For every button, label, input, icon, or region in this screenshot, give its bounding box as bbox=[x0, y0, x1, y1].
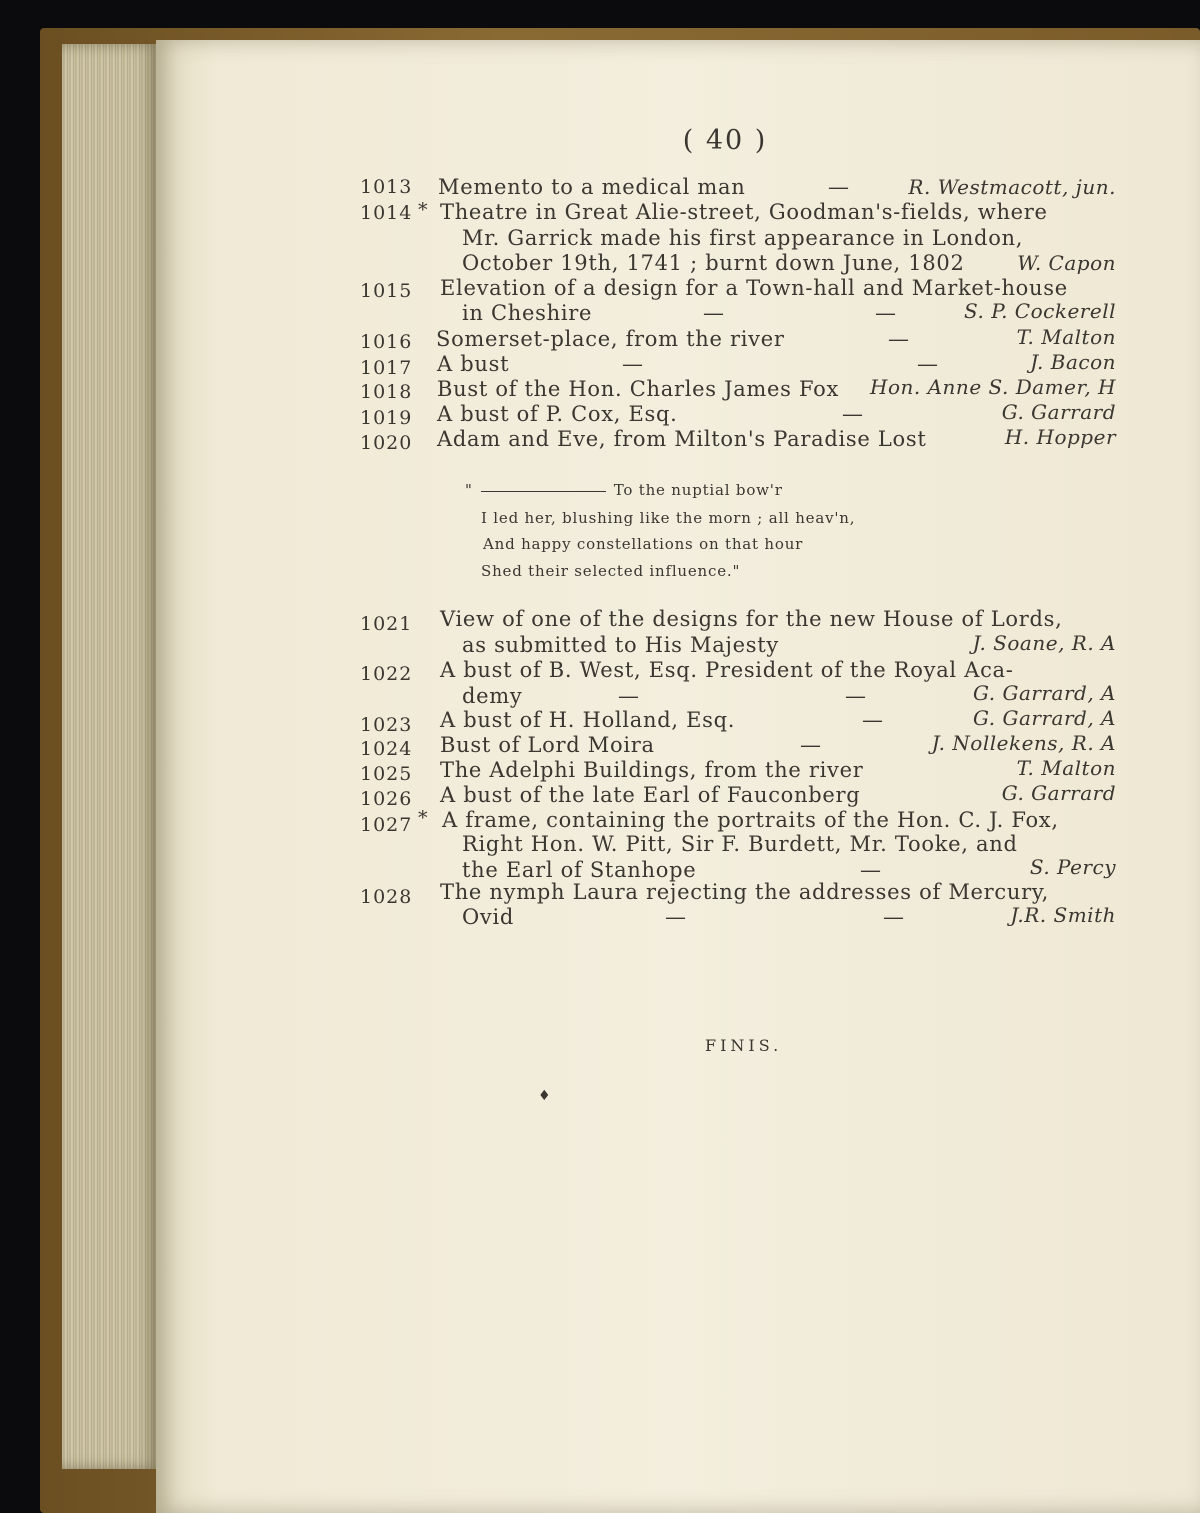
dash: — bbox=[917, 352, 938, 376]
entry-title: Elevation of a design for a Town-hall and Market-house bbox=[440, 276, 1068, 300]
entry-title: A bust of H. Holland, Esq. bbox=[440, 708, 736, 732]
ink-mark-icon: ♦ bbox=[538, 1088, 551, 1104]
artist-name: H. Hopper bbox=[1004, 425, 1116, 449]
catalogue-number: 1019 bbox=[360, 407, 413, 429]
entry-title: A bust of P. Cox, Esq. bbox=[437, 402, 678, 426]
catalogue-number: 1014 bbox=[360, 202, 413, 224]
catalogue-number: 1021 bbox=[360, 613, 413, 635]
catalogue-number: 1027 bbox=[360, 814, 413, 836]
artist-name: J.R. Smith bbox=[1010, 903, 1116, 927]
star-mark: * bbox=[418, 807, 428, 829]
quote-text: To the nuptial bow'r bbox=[613, 481, 783, 499]
artist-name: G. Garrard, A bbox=[973, 706, 1116, 730]
entry-title: Somerset-place, from the river bbox=[436, 327, 785, 351]
dash: — bbox=[800, 733, 821, 757]
entry-title-continued: Ovid bbox=[462, 905, 515, 929]
entry-title: Memento to a medical man bbox=[438, 175, 746, 199]
entry-title: A bust of B. West, Esq. President of the Royal Aca- bbox=[440, 658, 1014, 682]
entry-title: The Adelphi Buildings, from the river bbox=[440, 758, 864, 782]
page-number: ( 40 ) bbox=[682, 125, 768, 156]
quote-open-mark: " bbox=[465, 481, 473, 499]
catalogue-number: 1028 bbox=[360, 886, 413, 908]
dash: — bbox=[622, 352, 643, 376]
entry-title-continued: Mr. Garrick made his first appearance in London, bbox=[462, 226, 1024, 250]
entry-title: A bust bbox=[437, 352, 510, 376]
artist-name: J. Soane, R. A bbox=[972, 631, 1116, 655]
entry-title-continued: demy bbox=[462, 684, 523, 708]
entry-title-continued: October 19th, 1741 ; burnt down June, 1802 bbox=[462, 251, 965, 275]
catalogue-number: 1017 bbox=[360, 357, 413, 379]
entry-title: The nymph Laura rejecting the addresses of Mercury, bbox=[440, 880, 1049, 904]
dash: — bbox=[875, 301, 896, 325]
entry-title: Adam and Eve, from Milton's Paradise Lost bbox=[437, 427, 927, 451]
dash: — bbox=[888, 327, 909, 351]
catalogue-number: 1023 bbox=[360, 714, 413, 736]
entry-title: Bust of the Hon. Charles James Fox bbox=[437, 377, 840, 401]
catalogue-number: 1013 bbox=[360, 176, 413, 198]
quote-line: I led her, blushing like the morn ; all heav'n, bbox=[481, 509, 856, 527]
catalogue-number: 1026 bbox=[360, 788, 413, 810]
entry-title: View of one of the designs for the new House of Lords, bbox=[440, 607, 1063, 631]
dash: — bbox=[883, 905, 904, 929]
catalogue-number: 1024 bbox=[360, 738, 413, 760]
catalogue-number: 1016 bbox=[360, 331, 413, 353]
artist-name: J. Nollekens, R. A bbox=[931, 731, 1116, 755]
entry-title: A frame, containing the portraits of the Hon. C. J. Fox, bbox=[442, 808, 1059, 832]
dash: — bbox=[703, 301, 724, 325]
artist-name: G. Garrard bbox=[1001, 400, 1116, 424]
page-edges bbox=[62, 44, 158, 1469]
artist-name: S. Percy bbox=[1029, 855, 1116, 879]
catalogue-number: 1018 bbox=[360, 381, 413, 403]
dash: — bbox=[618, 684, 639, 708]
dash: — bbox=[862, 708, 883, 732]
artist-name: T. Malton bbox=[1016, 756, 1116, 780]
dash: — bbox=[860, 858, 881, 882]
entry-title: A bust of the late Earl of Fauconberg bbox=[440, 783, 861, 807]
finis: FINIS. bbox=[705, 1036, 783, 1055]
catalogue-number: 1015 bbox=[360, 280, 413, 302]
entry-title: Theatre in Great Alie-street, Goodman's-fields, where bbox=[440, 200, 1048, 224]
artist-name: W. Capon bbox=[1017, 251, 1116, 275]
artist-name: T. Malton bbox=[1016, 325, 1116, 349]
catalogue-number: 1025 bbox=[360, 763, 413, 785]
entry-title-continued: the Earl of Stanhope bbox=[462, 858, 697, 882]
quote-line: And happy constellations on that hour bbox=[483, 535, 804, 553]
artist-name: S. P. Cockerell bbox=[963, 299, 1116, 323]
dash: — bbox=[828, 175, 849, 199]
artist-name: R. Westmacott, jun. bbox=[908, 175, 1116, 199]
catalogue-number: 1020 bbox=[360, 432, 413, 454]
entry-title: Bust of Lord Moira bbox=[440, 733, 655, 757]
quote-line bbox=[465, 481, 783, 499]
entry-title-continued: as submitted to His Majesty bbox=[462, 633, 779, 657]
artist-name: J. Bacon bbox=[1030, 350, 1116, 374]
artist-name: G. Garrard bbox=[1001, 781, 1116, 805]
entry-title-continued: Right Hon. W. Pitt, Sir F. Burdett, Mr. Tooke, and bbox=[462, 832, 1018, 856]
entry-title-continued: in Cheshire bbox=[462, 301, 593, 325]
quote-rule bbox=[481, 491, 606, 492]
dash: — bbox=[665, 905, 686, 929]
quote-line: Shed their selected influence." bbox=[481, 562, 741, 580]
artist-name: Hon. Anne S. Damer, H bbox=[870, 375, 1116, 399]
dash: — bbox=[845, 684, 866, 708]
artist-name: G. Garrard, A bbox=[973, 681, 1116, 705]
catalogue-number: 1022 bbox=[360, 663, 413, 685]
dash: — bbox=[842, 402, 863, 426]
star-mark: * bbox=[418, 199, 428, 221]
